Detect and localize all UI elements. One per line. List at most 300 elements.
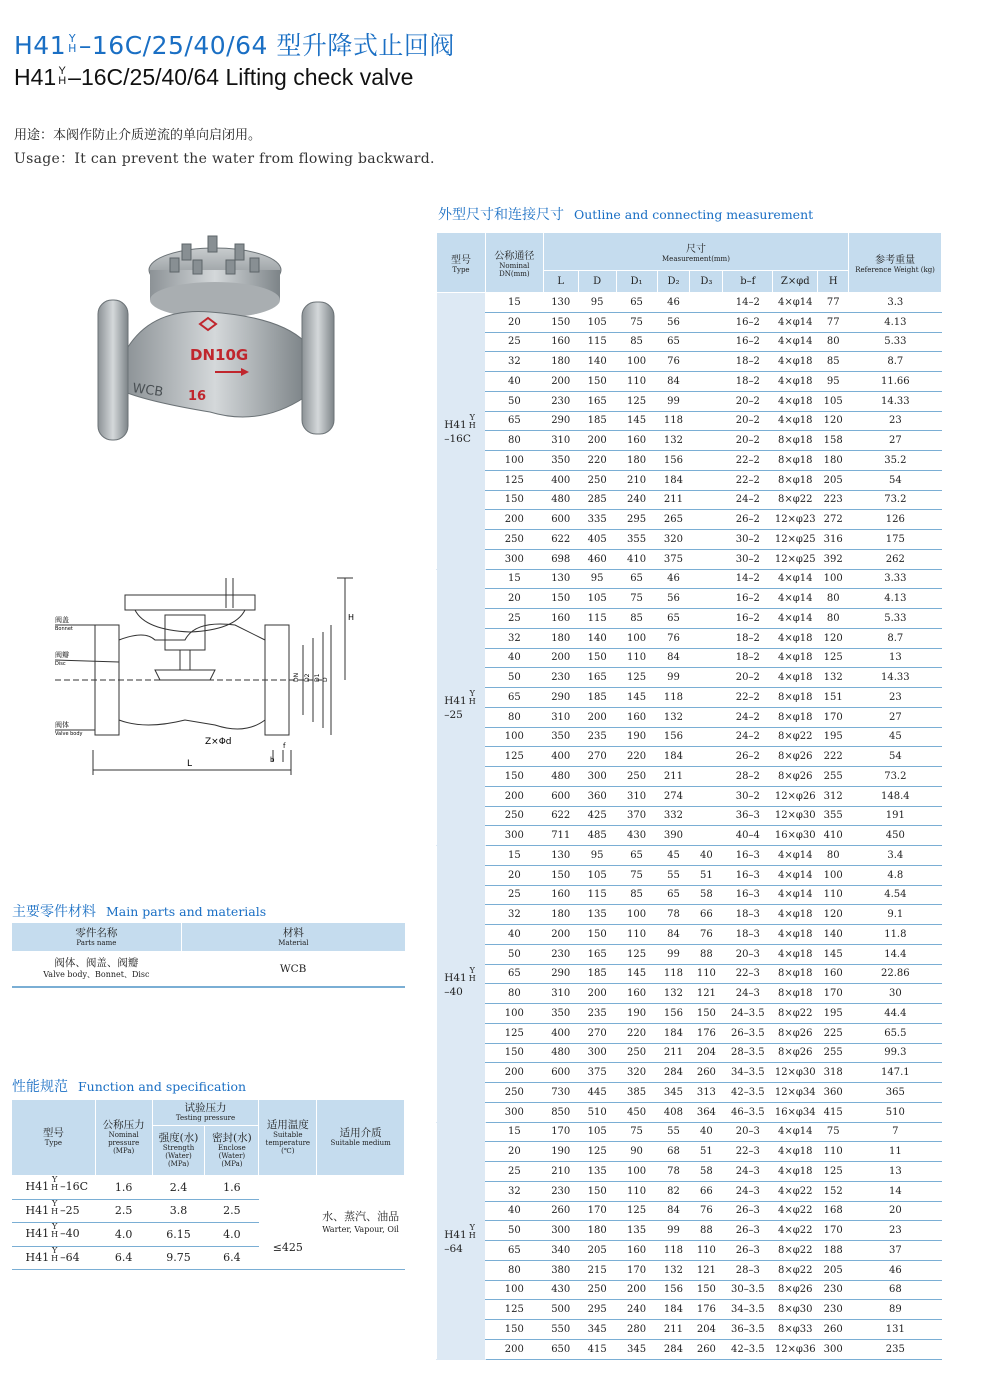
cell: 405	[578, 530, 616, 550]
func-type-en: Type	[44, 1139, 62, 1147]
cell: 80	[818, 609, 849, 629]
cell: 78	[657, 1162, 690, 1182]
cell: 14–2	[723, 569, 773, 589]
cell: 8×φ18	[773, 470, 818, 490]
cell: 22–2	[723, 688, 773, 708]
label-f: f	[283, 742, 286, 750]
usage-en: Usage：It can prevent the water from flowing backward.	[14, 151, 435, 167]
cell: 46	[849, 1260, 942, 1280]
cell: 360	[818, 1083, 849, 1103]
cell: 50	[485, 668, 543, 688]
func-type-sub: H	[51, 1206, 59, 1216]
cell: 156	[657, 727, 690, 747]
func-med-cn: 适用介质	[339, 1127, 382, 1139]
parts-name-cn: 阀体、阀盖、阀瓣	[54, 956, 139, 969]
table-row	[437, 846, 942, 866]
cell: 364	[690, 1102, 723, 1122]
header-type	[437, 233, 486, 293]
cell: 18–3	[723, 905, 773, 925]
type-prefix: H41	[444, 971, 467, 984]
cell: 76	[690, 925, 723, 945]
type-sub: H	[468, 420, 476, 430]
cell: 150	[485, 490, 543, 510]
label-zd: Z×Φd	[205, 737, 232, 747]
usage-cn: 用途：本阀作防止介质逆流的单向启闭用。	[14, 128, 262, 143]
type-prefix: H41	[444, 418, 467, 431]
cell: 12×φ36	[773, 1339, 818, 1359]
parts-header-material	[181, 923, 405, 951]
cell: 211	[657, 1320, 690, 1340]
cell: 16–2	[723, 589, 773, 609]
cell: 95	[578, 293, 616, 313]
type-yh	[469, 967, 476, 983]
cell: 295	[616, 510, 657, 530]
cell: 150	[543, 865, 578, 885]
cell: 65	[485, 964, 543, 984]
type-yh	[469, 1224, 476, 1240]
cell: 4×φ18	[773, 944, 818, 964]
parts-header-name	[12, 923, 182, 951]
cell: 300	[818, 1339, 849, 1359]
cell: 600	[543, 786, 578, 806]
cell: 65.5	[849, 1023, 942, 1043]
cell: 126	[849, 510, 942, 530]
cell: 320	[616, 1063, 657, 1083]
func-type-cell	[12, 1246, 96, 1270]
cell: 58	[690, 1162, 723, 1182]
cell: 20–3	[723, 1122, 773, 1142]
type-cell-2	[437, 846, 486, 1123]
cell: 84	[657, 648, 690, 668]
cell: 85	[616, 885, 657, 905]
cell	[690, 589, 723, 609]
cell: 235	[849, 1339, 942, 1359]
cell: 4×φ14	[773, 1122, 818, 1142]
cell: 3.3	[849, 293, 942, 313]
cell: 12×φ26	[773, 786, 818, 806]
table-row	[437, 411, 942, 431]
cell: 30–2	[723, 549, 773, 569]
cell: 220	[616, 747, 657, 767]
cell: 56	[657, 589, 690, 609]
cell: 110	[616, 1181, 657, 1201]
func-type-yh	[51, 1223, 58, 1239]
cell: 12×φ25	[773, 549, 818, 569]
table-row	[437, 628, 942, 648]
table-row	[437, 1142, 942, 1162]
cell: 170	[818, 707, 849, 727]
func-type-sup: Y	[51, 1175, 58, 1185]
cell: 335	[578, 510, 616, 530]
cell: 30	[849, 984, 942, 1004]
cell: 156	[657, 1280, 690, 1300]
cell: 430	[543, 1280, 578, 1300]
cell: 82	[657, 1181, 690, 1201]
cell: 260	[543, 1201, 578, 1221]
cell	[690, 609, 723, 629]
cell: 150	[578, 372, 616, 392]
cell: 4×φ18	[773, 648, 818, 668]
cell: 24–3	[723, 1162, 773, 1182]
cell: 125	[485, 1300, 543, 1320]
cell	[690, 391, 723, 411]
table-row	[437, 1241, 942, 1261]
func-temp-unit: (℃)	[281, 1147, 295, 1155]
type-sub: H	[468, 973, 476, 983]
cell: 5.33	[849, 609, 942, 629]
cell: 40	[485, 372, 543, 392]
cell: 45	[849, 727, 942, 747]
cell: 15	[485, 293, 543, 313]
cell: 46	[657, 569, 690, 589]
header-weight-en: Reference Weight (kg)	[855, 266, 935, 274]
cell: 132	[657, 984, 690, 1004]
cell: 130	[543, 293, 578, 313]
label-D1: D1	[314, 673, 321, 682]
cell: 4×φ22	[773, 1221, 818, 1241]
table-row	[437, 1280, 942, 1300]
cell: 150	[690, 1280, 723, 1300]
cell: 132	[657, 431, 690, 451]
cell: 30–3.5	[723, 1280, 773, 1300]
cell: 76	[690, 1201, 723, 1221]
table-row	[437, 747, 942, 767]
cell	[690, 490, 723, 510]
cell: 3.4	[849, 846, 942, 866]
table-row	[437, 372, 942, 392]
cell: 698	[543, 549, 578, 569]
cell: 480	[543, 490, 578, 510]
cell: 195	[818, 727, 849, 747]
cell: 185	[578, 688, 616, 708]
label-H: H	[348, 613, 355, 622]
cell: 24–3.5	[723, 1004, 773, 1024]
cell: 415	[578, 1339, 616, 1359]
cell: 22–3	[723, 964, 773, 984]
func-header-type	[12, 1100, 96, 1176]
table-row	[437, 470, 942, 490]
type-cell-3	[437, 1122, 486, 1359]
cell: 284	[657, 1063, 690, 1083]
cell: 450	[616, 1102, 657, 1122]
header-meas-cn: 尺寸	[685, 244, 706, 255]
cell: 4×φ14	[773, 609, 818, 629]
cell: 150	[578, 648, 616, 668]
func-nominal: 1.6	[95, 1176, 152, 1200]
cell: 11	[849, 1142, 942, 1162]
type-suffix: –16C	[444, 432, 471, 445]
cell: 375	[578, 1063, 616, 1083]
cell: 250	[616, 767, 657, 787]
col-header-7: H	[818, 271, 849, 293]
cell: 26–3	[723, 1201, 773, 1221]
cell: 105	[578, 312, 616, 332]
cell: 22–2	[723, 470, 773, 490]
cell: 4×φ14	[773, 589, 818, 609]
cell: 34–3.5	[723, 1300, 773, 1320]
func-str-en: Strength	[162, 1144, 195, 1152]
cell: 46	[657, 293, 690, 313]
cell: 8.7	[849, 628, 942, 648]
cell: 300	[543, 1221, 578, 1241]
cell: 115	[578, 332, 616, 352]
cell: 188	[818, 1241, 849, 1261]
func-type-suffix: –25	[60, 1203, 80, 1217]
cell: 75	[616, 312, 657, 332]
cell: 80	[818, 332, 849, 352]
cell: 75	[818, 1122, 849, 1142]
cell: 100	[616, 1162, 657, 1182]
type-label	[444, 689, 478, 722]
cell: 160	[543, 609, 578, 629]
cell: 8×φ18	[773, 707, 818, 727]
cell: 230	[543, 1181, 578, 1201]
cell: 80	[485, 984, 543, 1004]
func-type-prefix: H41	[25, 1227, 50, 1241]
cell: 28–3	[723, 1260, 773, 1280]
cell	[690, 510, 723, 530]
cell: 255	[818, 767, 849, 787]
cell: 68	[849, 1280, 942, 1300]
cell: 150	[578, 925, 616, 945]
cell: 310	[543, 431, 578, 451]
cell: 200	[578, 707, 616, 727]
func-temp-en: Suitable temperature	[265, 1131, 311, 1147]
cell: 135	[578, 1162, 616, 1182]
cell: 205	[818, 470, 849, 490]
cell: 480	[543, 767, 578, 787]
cell: 125	[616, 944, 657, 964]
cell: 37	[849, 1241, 942, 1261]
header-dn-en: Nominal DN(mm)	[499, 262, 530, 278]
cell: 26–3	[723, 1221, 773, 1241]
cell: 300	[485, 1102, 543, 1122]
table-row	[437, 1162, 942, 1182]
cell: 65	[485, 411, 543, 431]
cell: 100	[485, 1280, 543, 1300]
cell: 46–3.5	[723, 1102, 773, 1122]
cell: 16×φ30	[773, 826, 818, 846]
cell: 16–2	[723, 332, 773, 352]
cell: 160	[616, 984, 657, 1004]
cell: 27	[849, 431, 942, 451]
cell: 132	[818, 668, 849, 688]
cell: 132	[657, 707, 690, 727]
func-test-en: Testing pressure	[175, 1114, 236, 1122]
cell: 184	[657, 1300, 690, 1320]
cell: 25	[485, 885, 543, 905]
cell: 99	[657, 944, 690, 964]
cell: 184	[657, 470, 690, 490]
cell: 135	[616, 1221, 657, 1241]
cell: 270	[578, 747, 616, 767]
parts-title-cn: 主要零件材料	[12, 904, 96, 920]
cell: 50	[485, 944, 543, 964]
cell: 120	[818, 411, 849, 431]
cell: 260	[690, 1339, 723, 1359]
cell: 5.33	[849, 332, 942, 352]
cell: 32	[485, 905, 543, 925]
cell: 84	[657, 372, 690, 392]
cell: 50	[485, 391, 543, 411]
type-label	[444, 965, 478, 998]
cell	[690, 312, 723, 332]
cell: 25	[485, 332, 543, 352]
cell: 148.4	[849, 786, 942, 806]
cell: 20	[485, 865, 543, 885]
cell: 118	[657, 411, 690, 431]
cell: 300	[485, 549, 543, 569]
cell: 340	[543, 1241, 578, 1261]
parts-header-name-cn: 零件名称	[75, 926, 118, 939]
func-type-yh	[51, 1247, 58, 1263]
parts-header-mat-en: Material	[278, 938, 309, 947]
cell: 28–2	[723, 767, 773, 787]
cell: 8×φ18	[773, 451, 818, 471]
cell: 211	[657, 767, 690, 787]
cell: 15	[485, 569, 543, 589]
cell: 295	[578, 1300, 616, 1320]
cell: 25	[485, 1162, 543, 1182]
cell: 100	[485, 451, 543, 471]
parts-table	[11, 923, 405, 988]
table-row	[437, 1023, 942, 1043]
cell: 110	[616, 648, 657, 668]
cell: 42–3.5	[723, 1339, 773, 1359]
cell: 4×φ14	[773, 885, 818, 905]
cell: 75	[616, 1122, 657, 1142]
cell: 40	[485, 648, 543, 668]
cell: 105	[578, 1122, 616, 1142]
cell: 730	[543, 1083, 578, 1103]
cell: 32	[485, 628, 543, 648]
cell: 50	[485, 1221, 543, 1241]
cell: 4.13	[849, 589, 942, 609]
cell	[690, 767, 723, 787]
cell: 485	[578, 826, 616, 846]
cell: 40	[690, 846, 723, 866]
cell: 24–3	[723, 984, 773, 1004]
cell: 16×φ34	[773, 1102, 818, 1122]
func-medium	[317, 1176, 405, 1270]
func-type-cell	[12, 1223, 96, 1247]
cell	[690, 668, 723, 688]
cell: 140	[818, 925, 849, 945]
type-suffix: –40	[444, 985, 463, 998]
model-sub: H	[58, 74, 67, 87]
cell: 20	[485, 589, 543, 609]
model-sup: Y	[68, 32, 77, 45]
cell: 65	[485, 688, 543, 708]
cell: 510	[849, 1102, 942, 1122]
header-meas-en: Measurement(mm)	[662, 255, 730, 263]
cell: 20–2	[723, 411, 773, 431]
cell: 8×φ30	[773, 1300, 818, 1320]
cell: 110	[616, 925, 657, 945]
label-DN: DN	[293, 672, 300, 682]
cell: 400	[543, 470, 578, 490]
func-test-cn: 试验压力	[184, 1102, 227, 1114]
type-sup: Y	[469, 412, 475, 422]
header-weight-cn: 参考重量	[875, 255, 916, 266]
cell: 200	[616, 1280, 657, 1300]
cell: 415	[818, 1102, 849, 1122]
table-row	[437, 688, 942, 708]
cell: 73.2	[849, 767, 942, 787]
cell: 16–3	[723, 846, 773, 866]
cell: 125	[616, 668, 657, 688]
table-row	[437, 1300, 942, 1320]
cell: 145	[616, 688, 657, 708]
valve-photo	[90, 232, 340, 447]
cell: 4×φ14	[773, 569, 818, 589]
func-type-cn: 型号	[42, 1127, 64, 1139]
cell	[690, 688, 723, 708]
parts-header-mat-cn: 材料	[282, 926, 304, 939]
cell: 105	[578, 589, 616, 609]
cell: 4×φ18	[773, 352, 818, 372]
cell: 204	[690, 1320, 723, 1340]
table-row	[437, 1102, 942, 1122]
cell: 110	[690, 1241, 723, 1261]
cell: 200	[485, 510, 543, 530]
photo-marking-wcb: WCB	[131, 381, 165, 401]
cell: 4×φ18	[773, 411, 818, 431]
cell: 460	[578, 549, 616, 569]
func-header-strength	[152, 1126, 205, 1176]
table-row	[437, 1043, 942, 1063]
type-suffix: –64	[444, 1242, 463, 1255]
cell: 8×φ18	[773, 964, 818, 984]
cell: 230	[543, 668, 578, 688]
table-row	[437, 490, 942, 510]
cell: 100	[485, 1004, 543, 1024]
cell: 40	[485, 1201, 543, 1221]
cell: 332	[657, 806, 690, 826]
cell: 240	[616, 490, 657, 510]
function-title	[12, 1076, 246, 1096]
cell: 250	[485, 1083, 543, 1103]
cell: 95	[578, 569, 616, 589]
cell: 220	[616, 1023, 657, 1043]
cell: 168	[818, 1201, 849, 1221]
cell: 58	[690, 885, 723, 905]
cell: 390	[657, 826, 690, 846]
cell: 28–3.5	[723, 1043, 773, 1063]
cell: 4×φ14	[773, 332, 818, 352]
cell: 180	[543, 905, 578, 925]
valve-section-diagram	[55, 570, 355, 785]
cell: 65	[657, 609, 690, 629]
table-row	[437, 885, 942, 905]
cell: 150	[485, 1320, 543, 1340]
cell: 210	[543, 1162, 578, 1182]
outline-title-cn: 外型尺寸和连接尺寸	[438, 207, 564, 223]
cell: 85	[616, 609, 657, 629]
table-row	[437, 352, 942, 372]
function-table	[11, 1099, 405, 1270]
col-header-6: Z×φd	[773, 271, 818, 293]
model-yh	[68, 34, 77, 54]
cell: 80	[818, 846, 849, 866]
cell: 180	[818, 451, 849, 471]
table-row	[437, 767, 942, 787]
func-type-suffix: –40	[60, 1227, 80, 1241]
cell: 150	[485, 767, 543, 787]
cell: 26–3	[723, 1241, 773, 1261]
cell: 284	[657, 1339, 690, 1359]
page-title-en	[14, 64, 413, 91]
